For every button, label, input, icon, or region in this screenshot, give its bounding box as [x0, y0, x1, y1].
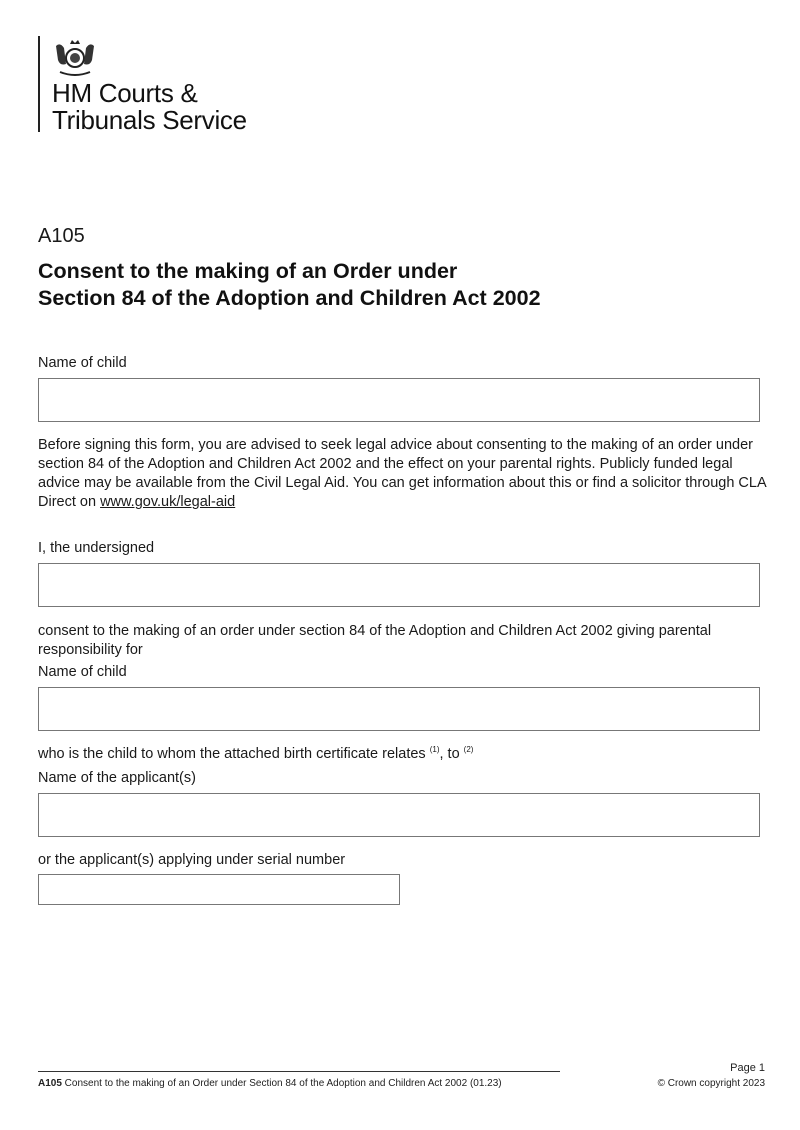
- legal-aid-link[interactable]: www.gov.uk/legal-aid: [100, 494, 236, 510]
- name-of-child-label: Name of child: [38, 355, 127, 371]
- birth-certificate-text: [38, 745, 473, 762]
- footer-divider: [38, 1071, 560, 1072]
- title-line-1: Consent to the making of an Order under: [38, 259, 458, 283]
- undersigned-label: I, the undersigned: [38, 540, 155, 556]
- hmcts-logo-text: [52, 80, 247, 134]
- footer-form-title: [38, 1078, 502, 1089]
- serial-number-field[interactable]: [38, 874, 400, 905]
- name-of-child-label-2: Name of child: [38, 664, 127, 680]
- birth-cert-text: who is the child to whom the attached birth certificate relates: [38, 745, 430, 762]
- logo-divider: [38, 36, 40, 132]
- legal-advice-text: [38, 436, 768, 512]
- page-number: Page 1: [730, 1062, 765, 1074]
- footer-form-code: A105: [38, 1078, 62, 1089]
- footnote-1: (1): [429, 745, 440, 754]
- page-title: [38, 258, 541, 312]
- applicants-label: Name of the applicant(s): [38, 770, 196, 786]
- logo-line-2: Tribunals Service: [52, 105, 247, 135]
- royal-crest-icon: [52, 36, 98, 78]
- logo-line-1: HM Courts &: [52, 78, 198, 108]
- name-of-child-field-2[interactable]: [38, 687, 760, 731]
- name-of-child-field[interactable]: [38, 378, 760, 422]
- consent-text: consent to the making of an order under section 84 of the Adoption and Children Act 2002 giving parental responsibility for: [38, 623, 712, 658]
- title-line-2: Section 84 of the Adoption and Children Act 2002: [38, 286, 541, 310]
- advice-text: Before signing this form, you are advised to seek legal advice about consenting to the making of an order under section 84 of the Adoption and Children Act 2002 and the effect on your parental rights. Publicly funded legal advice may be available from the Civil Legal Aid. You can get information about this or find a solicitor through CLA Direct on: [38, 437, 766, 510]
- footnote-2: (2): [463, 745, 474, 754]
- applicants-name-field[interactable]: [38, 793, 760, 837]
- serial-number-label: or the applicant(s) applying under serial number: [38, 852, 346, 868]
- footer-form-desc: Consent to the making of an Order under Section 84 of the Adoption and Children Act 2002 (01.23): [61, 1078, 502, 1089]
- undersigned-name-field[interactable]: [38, 563, 760, 607]
- form-code: A105: [38, 225, 85, 247]
- to-text: , to: [439, 745, 464, 762]
- copyright: © Crown copyright 2023: [657, 1078, 765, 1089]
